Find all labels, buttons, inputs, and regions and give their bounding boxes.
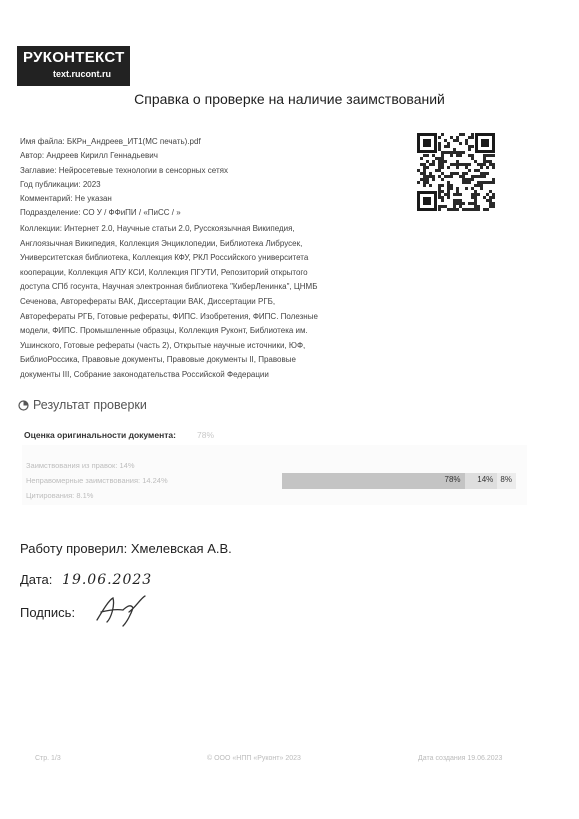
handwritten-signature (93, 592, 153, 628)
meta-author: Автор: Андреев Кирилл Геннадьевич (20, 151, 158, 161)
originality-label: Оценка оригинальности документа: (24, 430, 176, 440)
result-heading (18, 398, 147, 412)
segment-label: 78% (444, 475, 461, 484)
meta-comment: Комментарий: Не указан (20, 194, 112, 204)
meta-year: Год публикации: 2023 (20, 179, 101, 189)
collections-line: БиблиоРоссика, Правовые документы, Правовые документы II, Правовые (20, 355, 296, 365)
logo-brand: РУКОНТЕКСТ (23, 49, 125, 66)
collections-line: Сеченова, Авторефераты ВАК, Диссертации ВАК, Диссертации РГБ, (20, 296, 276, 306)
rucontext-logo (17, 46, 130, 86)
meta-department: Подразделение: СО У / ФФиПИ / «ПиСС / » (20, 208, 181, 218)
collections-line: документы III, Собрание законодательства Российской Федерации (20, 369, 269, 379)
result-heading-label: Результат проверки (33, 398, 147, 412)
footer-copyright: © ООО «НПП «Руконт» 2023 (207, 755, 301, 762)
citation-segment (497, 473, 516, 489)
footer-page: Стр. 1/3 (35, 755, 61, 762)
footer-created-date: Дата создания 19.06.2023 (418, 755, 503, 762)
collections-line: кооперации, Коллекция АПУ КСИ, Коллекция ПГУТИ, Репозиторий открытого (20, 267, 308, 277)
legend-item: Неправомерные заимствования: 14.24% (26, 476, 168, 485)
collections-line: Авторефераты РГБ, Готовые рефераты, ФИПС. Изобретения, ФИПС. Полезные (20, 311, 318, 321)
legend-item: Заимствования из правок: 14% (26, 461, 135, 470)
document-metadata (20, 135, 410, 221)
collections-line: Коллекции: Интернет 2.0, Научные статьи 2.0, Русскоязычная Википедия, (20, 224, 295, 233)
originality-bar (282, 473, 516, 489)
originality-value: 78% (197, 430, 215, 440)
date-handwritten: 19.06.2023 (62, 572, 153, 588)
result-legend (26, 458, 168, 503)
collections-line: Ушинского, Готовые рефераты (часть 2), Открытые научные источники, ЮФ, (20, 340, 306, 350)
originality-segment (282, 473, 465, 489)
meta-filename: Имя файла: БКРн_Андреев_ИТ1(МС печать).pdf (20, 137, 201, 146)
pie-chart-icon (18, 400, 29, 411)
qr-code-icon (417, 133, 495, 211)
collections-line: Университетская библиотека, Коллекция КФУ, РКЛ Российского университета (20, 253, 309, 263)
signature-label: Подпись: (20, 605, 76, 620)
meta-title: Заглавие: Нейросетевые технологии в сенсорных сетях (20, 165, 228, 175)
borrowing-segment (465, 473, 498, 489)
date-label: Дата: (20, 572, 53, 587)
date-row (20, 572, 152, 588)
collections-line: доступа СПб госунта, Научная электронная библиотека "КиберЛенинка", ЦНМБ (20, 282, 318, 292)
document-title: Справка о проверке на наличие заимствований (134, 91, 445, 107)
checked-by: Работу проверил: Хмелевская А.В. (20, 541, 232, 556)
collections-list (20, 222, 420, 383)
collections-line: Англоязычная Википедия, Коллекция Энциклопедии, Библиотека Либрусек, (20, 238, 303, 248)
legend-item: Цитирования: 8.1% (26, 491, 94, 500)
segment-label: 8% (500, 475, 512, 484)
segment-label: 14% (477, 475, 494, 484)
logo-url: text.rucont.ru (53, 69, 112, 79)
collections-line: модели, ФИПС. Промышленные образцы, Коллекция Руконт, Библиотека им. (20, 326, 308, 336)
